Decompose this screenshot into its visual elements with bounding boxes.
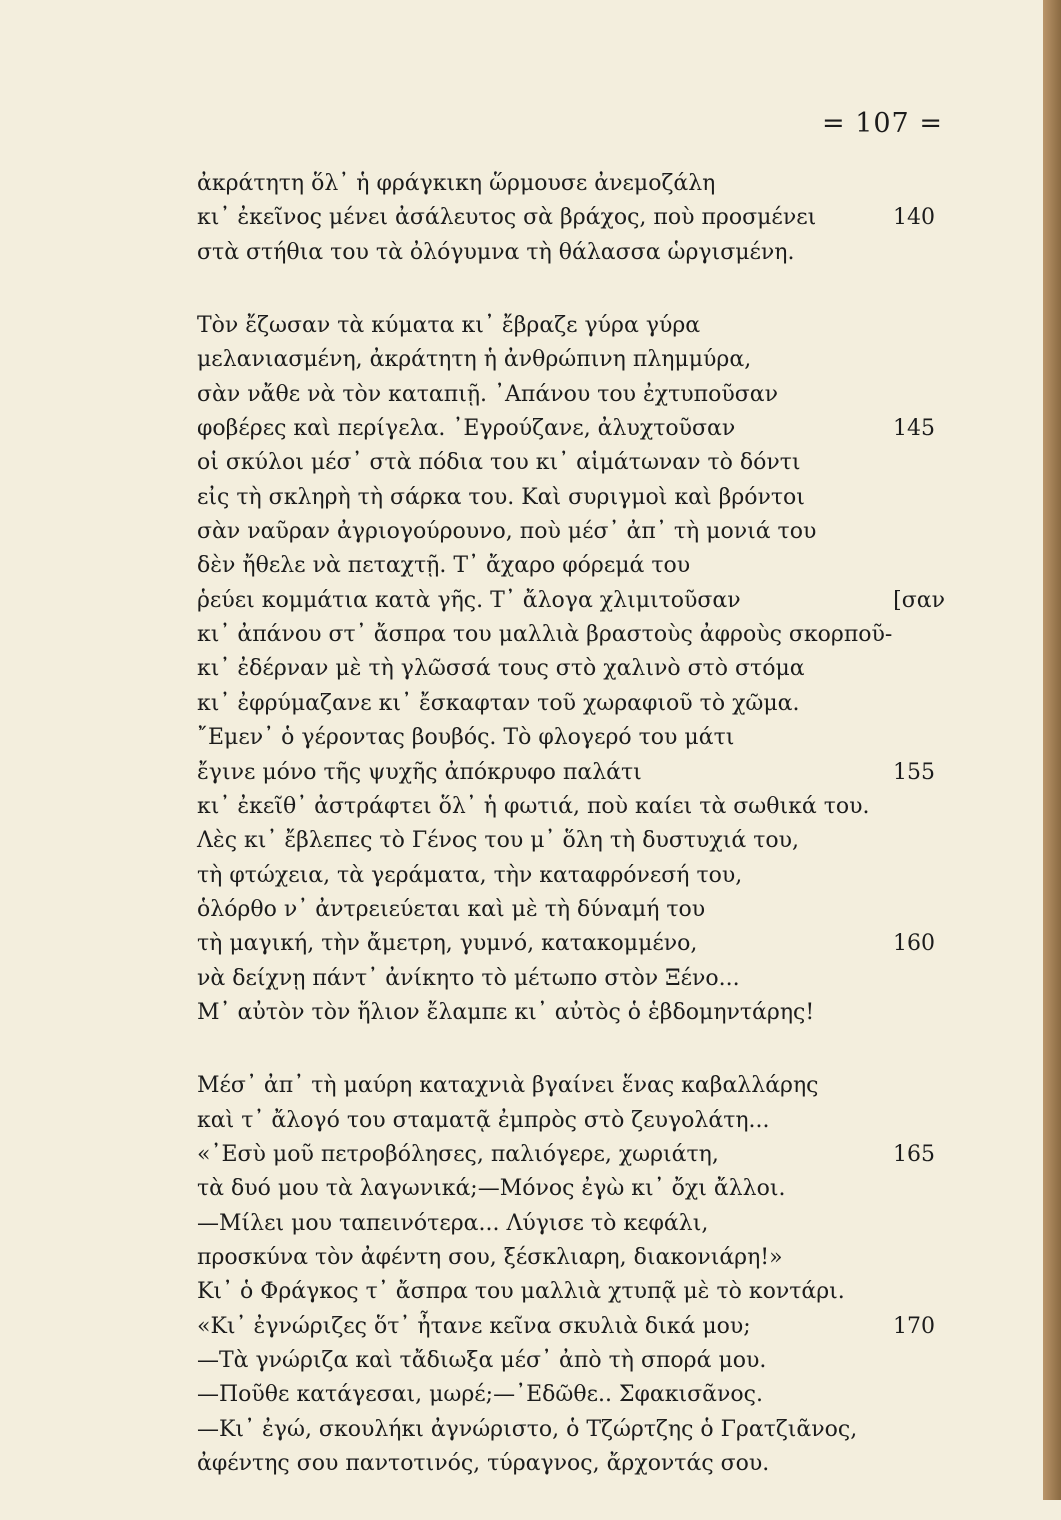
verse-line [197, 1138, 947, 1172]
verse-line [197, 236, 947, 270]
line-number: 160 [893, 931, 935, 957]
stanza [197, 167, 947, 270]
verse-line [197, 1378, 947, 1412]
stanza [197, 309, 947, 1030]
verse-text: ὁλόρθο ν᾽ ἀντρειεύεται καὶ μὲ τὴ δύναμή του [197, 896, 706, 922]
verse-line [197, 515, 947, 549]
verse-text: Μ᾽ αὐτὸν τὸν ἥλιον ἔλαμπε κι᾽ αὐτὸς ὁ ἑβδομηντάρης! [197, 999, 815, 1025]
verse-line [197, 927, 947, 961]
verse-text: κι᾽ ἐφρύμαζανε κι᾽ ἔσκαφταν τοῦ χωραφιοῦ τὸ χῶμα. [197, 690, 800, 716]
page-edge [1043, 0, 1061, 1500]
verse-line [197, 1207, 947, 1241]
verse-text: τὴ μαγική, τὴν ἄμετρη, γυμνό, κατακομμένο, [197, 931, 698, 957]
verse-line [197, 1310, 947, 1344]
verse-line [197, 1241, 947, 1275]
line-continuation: [σαν [893, 587, 945, 613]
line-number: 145 [893, 416, 935, 442]
verse-line [197, 167, 947, 201]
verse-line [197, 1447, 947, 1481]
verse-text: προσκύνα τὸν ἀφέντη σου, ξέσκλιαρη, διακονιάρη!» [197, 1244, 783, 1270]
verse-text: στὰ στήθια του τὰ ὀλόγυμνα τὴ θάλασσα ὡργισμένη. [197, 239, 795, 265]
line-number: 140 [893, 205, 935, 231]
verse-text: —Ποῦθε κατάγεσαι, μωρέ;—᾽Εδῶθε.. Σφακισᾶνος. [197, 1382, 763, 1408]
verse-text: —Κι᾽ ἐγώ, σκουλήκι ἀγνώριστο, ὁ Τζώρτζης ὁ Γρατζιᾶνος, [197, 1416, 858, 1442]
verse-text: Λὲς κι᾽ ἔβλεπες τὸ Γένος του μ᾽ ὅλη τὴ δυστυχιά του, [197, 828, 799, 854]
verse-line [197, 1172, 947, 1206]
verse-line [197, 652, 947, 686]
verse-text: ῥεύει κομμάτια κατὰ γῆς. Τ᾽ ἄλογα χλιμιτοῦσαν [197, 587, 741, 613]
verse-line [197, 412, 947, 446]
verse-text: νὰ δείχνῃ πάντ᾽ ἀνίκητο τὸ μέτωπο στὸν Ξένο... [197, 965, 740, 991]
verse-line [197, 893, 947, 927]
verse-line [197, 1413, 947, 1447]
poem-body [197, 167, 947, 1520]
verse-text: «Κι᾽ ἐγνώριζες ὅτ᾽ ἦτανε κεῖνα σκυλιὰ δικά μου; [197, 1313, 751, 1339]
verse-line [197, 309, 947, 343]
verse-text: Τὸν ἔζωσαν τὰ κύματα κι᾽ ἔβραζε γύρα γύρα [197, 313, 701, 339]
verse-line [197, 618, 947, 652]
verse-text: ἀκράτητη ὅλ᾽ ἡ φράγκικη ὥρμουσε ἀνεμοζάλη [197, 171, 716, 196]
verse-line [197, 1069, 947, 1103]
verse-line [197, 824, 947, 858]
line-number: 170 [893, 1313, 935, 1339]
verse-text: τὰ δυό μου τὰ λαγωνικά;—Μόνος ἐγὼ κι᾽ ὄχι ἄλλοι. [197, 1176, 786, 1202]
page-number: = 107 = [822, 108, 943, 139]
verse-line [197, 996, 947, 1030]
verse-text: «᾽Εσὺ μοῦ πετροβόλησες, παλιόγερε, χωριάτη, [197, 1141, 719, 1167]
verse-line [197, 446, 947, 480]
verse-line [197, 584, 947, 618]
verse-line [197, 1275, 947, 1309]
verse-text: κι᾽ ἐκεῖθ᾽ ἀστράφτει ὅλ᾽ ἡ φωτιά, ποὺ καίει τὰ σωθικά του. [197, 793, 870, 819]
verse-text: δὲν ἤθελε νὰ πεταχτῇ. Τ᾽ ἄχαρο φόρεμά του [197, 553, 691, 579]
verse-line [197, 721, 947, 755]
verse-line [197, 549, 947, 583]
stanza [197, 1069, 947, 1481]
verse-text: σὰν ναῦραν ἀγριογούρουνο, ποὺ μέσ᾽ ἀπ᾽ τὴ μονιά του [197, 519, 817, 545]
verse-line [197, 756, 947, 790]
verse-text: μελανιασμένη, ἀκράτητη ἡ ἀνθρώπινη πλημμύρα, [197, 347, 752, 373]
verse-text: τὴ φτώχεια, τὰ γεράματα, τὴν καταφρόνεσή του, [197, 862, 743, 888]
verse-line [197, 378, 947, 412]
verse-text: φοβέρες καὶ περίγελα. ᾽Εγρούζανε, ἀλυχτοῦσαν [197, 416, 736, 442]
verse-text: ῎Εμεν᾽ ὁ γέροντας βουβός. Τὸ φλογερό του μάτι [197, 725, 735, 751]
verse-text: οἱ σκύλοι μέσ᾽ στὰ πόδια του κι᾽ αἱμάτωναν τὸ δόντι [197, 450, 801, 476]
verse-line [197, 859, 947, 893]
verse-line [197, 962, 947, 996]
line-number: 155 [893, 759, 935, 785]
verse-text: καὶ τ᾽ ἄλογό του σταματᾷ ἐμπρὸς στὸ ζευγολάτη... [197, 1107, 770, 1133]
verse-text: κι᾽ ἐδέρναν μὲ τὴ γλῶσσά τους στὸ χαλινὸ στὸ στόμα [197, 656, 805, 682]
verse-line [197, 687, 947, 721]
verse-line [197, 790, 947, 824]
verse-text: —Τὰ γνώριζα καὶ τἄδιωξα μέσ᾽ ἀπὸ τὴ σπορά μου. [197, 1348, 767, 1373]
verse-text: ἔγινε μόνο τῆς ψυχῆς ἀπόκρυφο παλάτι [197, 759, 642, 785]
verse-text: ἀφέντης σου παντοτινός, τύραγνος, ἄρχοντάς σου. [197, 1451, 770, 1477]
verse-text: Μέσ᾽ ἀπ᾽ τὴ μαύρη καταχνιὰ βγαίνει ἕνας καβαλλάρης [197, 1073, 819, 1099]
verse-text: —Μίλει μου ταπεινότερα... Λύγισε τὸ κεφάλι, [197, 1210, 709, 1236]
verse-text: σὰν νἄθε νὰ τὸν καταπιῇ. ᾽Απάνου του ἐχτυποῦσαν [197, 381, 778, 407]
verse-line [197, 343, 947, 377]
line-number: 165 [893, 1141, 935, 1167]
verse-text: κι᾽ ἀπάνου στ᾽ ἄσπρα του μαλλιὰ βραστοὺς ἀφροὺς σκορποῦ- [197, 622, 893, 648]
verse-text: Κι᾽ ὁ Φράγκος τ᾽ ἄσπρα του μαλλιὰ χτυπᾷ μὲ τὸ κοντάρι. [197, 1279, 845, 1305]
verse-line [197, 1344, 947, 1378]
verse-line [197, 201, 947, 235]
verse-line [197, 481, 947, 515]
verse-text: εἰς τὴ σκληρὴ τὴ σάρκα του. Καὶ συριγμοὶ καὶ βρόντοι [197, 484, 805, 510]
verse-text: κι᾽ ἐκεῖνος μένει ἀσάλευτος σὰ βράχος, ποὺ προσμένει [197, 205, 817, 231]
verse-line [197, 1104, 947, 1138]
